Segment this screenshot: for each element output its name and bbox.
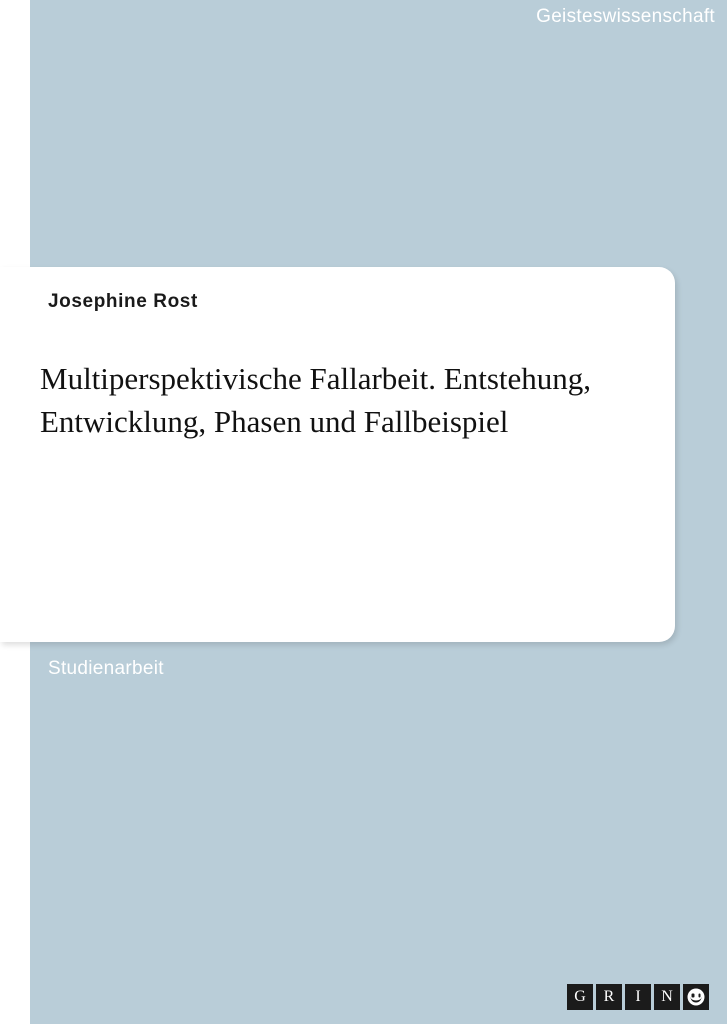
grin-publisher-logo bbox=[567, 984, 709, 1010]
logo-letter-g: G bbox=[567, 984, 593, 1010]
subject-category-label: Geisteswissenschaft bbox=[536, 6, 715, 27]
smiley-face-icon bbox=[683, 984, 709, 1010]
title-card bbox=[0, 267, 675, 642]
document-type-label: Studienarbeit bbox=[48, 658, 164, 679]
page-title: Multiperspektivische Fallarbeit. Entstehung, Entwicklung, Phasen und Fallbeispiel bbox=[40, 361, 592, 439]
logo-letter-n: N bbox=[654, 984, 680, 1010]
logo-letter-i: I bbox=[625, 984, 651, 1010]
author-name: Josephine Rost bbox=[48, 291, 198, 312]
logo-letter-r: R bbox=[596, 984, 622, 1010]
